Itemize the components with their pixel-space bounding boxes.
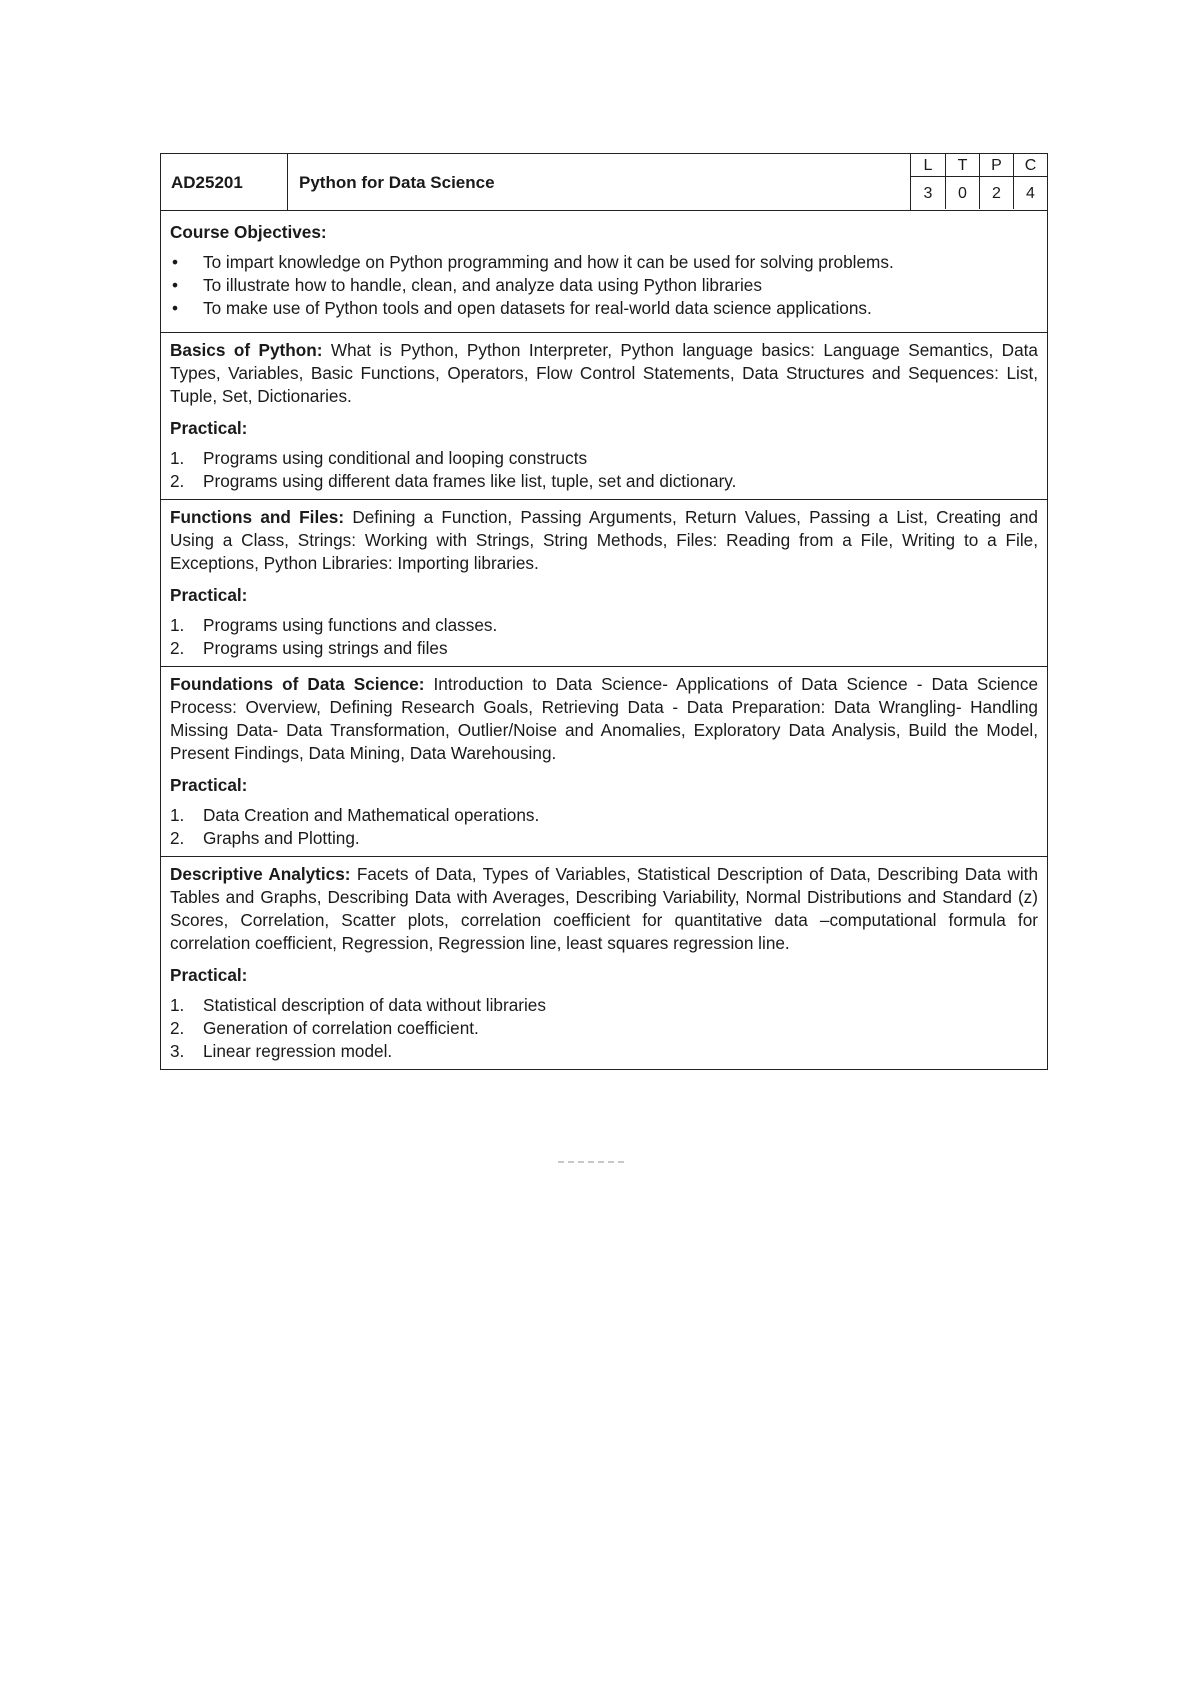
ltpc-value-t: 0 — [945, 177, 979, 209]
list-item — [170, 297, 1038, 320]
list-item — [170, 274, 1038, 297]
unit-section — [161, 333, 1047, 500]
practical-heading: Practical: — [170, 775, 248, 795]
course-code: AD25201 — [161, 154, 288, 210]
practical-text: Data Creation and Mathematical operations. — [203, 805, 540, 825]
list-number: 1. — [170, 805, 185, 825]
page-footer-mark — [558, 1161, 628, 1163]
list-item — [170, 994, 1038, 1017]
list-item — [170, 447, 1038, 470]
practical-text: Statistical description of data without libraries — [203, 995, 546, 1015]
list-number: 1. — [170, 448, 185, 468]
practical-text: Graphs and Plotting. — [203, 828, 360, 848]
ltpc-grid — [910, 154, 1047, 210]
unit-section — [161, 500, 1047, 667]
practical-heading: Practical: — [170, 418, 248, 438]
unit-body: What is Python, Python Interpreter, Python language basics: Language Semantics, Data Types, Variables, Basic Functions, Operators, Flow Control Statements, Data Structures and Sequences: List, Tuple, Set, Dictionaries. — [170, 340, 1038, 406]
unit-title: Foundations of Data Science: — [170, 674, 425, 694]
course-header — [161, 154, 1047, 211]
practical-list — [170, 447, 1038, 493]
objectives-section — [161, 211, 1047, 333]
ltpc-value-c: 4 — [1013, 177, 1047, 209]
unit-section — [161, 667, 1047, 857]
practical-heading: Practical: — [170, 585, 248, 605]
practical-text: Programs using functions and classes. — [203, 615, 498, 635]
objective-text: To illustrate how to handle, clean, and analyze data using Python libraries — [203, 275, 762, 295]
practical-list — [170, 994, 1038, 1063]
list-item — [170, 637, 1038, 660]
list-number: 2. — [170, 1018, 185, 1038]
list-item — [170, 470, 1038, 493]
list-item — [170, 614, 1038, 637]
unit-section — [161, 857, 1047, 1069]
ltpc-header-c: C — [1013, 154, 1047, 177]
unit-title: Descriptive Analytics: — [170, 864, 351, 884]
bullet-icon: • — [172, 252, 179, 272]
unit-body: Introduction to Data Science- Applications of Data Science - Data Science Process: Overview, Defining Research Goals, Retrieving Data - Data Preparation: Data Wrangling- Handling Missing Data- Data Transformation, Outlier/Noise and Anomalies, Exploratory Data Analysis, Build the Model, Present Findings, Data Mining, Data Warehousing. — [170, 674, 1038, 763]
unit-description — [170, 673, 1038, 765]
list-item — [170, 827, 1038, 850]
list-item — [170, 251, 1038, 274]
list-number: 2. — [170, 471, 185, 491]
unit-body: Defining a Function, Passing Arguments, Return Values, Passing a List, Creating and Using a Class, Strings: Working with Strings, String Methods, Files: Reading from a File, Writing to a File, Exceptions, Python Libraries: Importing libraries. — [170, 507, 1038, 573]
list-item — [170, 1017, 1038, 1040]
unit-description — [170, 863, 1038, 955]
objectives-heading: Course Objectives: — [170, 222, 327, 242]
unit-title: Functions and Files: — [170, 507, 345, 527]
list-number: 2. — [170, 828, 185, 848]
list-number: 2. — [170, 638, 185, 658]
practical-text: Programs using strings and files — [203, 638, 448, 658]
ltpc-value-l: 3 — [923, 184, 933, 202]
unit-body: Facets of Data, Types of Variables, Statistical Description of Data, Describing Data with Tables and Graphs, Describing Data with Averages, Describing Variability, Normal Distributions and Standard (z) Scores, Correlation, Scatter plots, correlation coefficient for quantitative data –computational formula for correlation coefficient, Regression, Regression line, least squares regression line. — [170, 864, 1039, 953]
practical-heading: Practical: — [170, 965, 248, 985]
list-item — [170, 804, 1038, 827]
objectives-list — [170, 251, 1038, 320]
unit-description — [170, 339, 1038, 408]
list-number: 1. — [170, 615, 185, 635]
bullet-icon: • — [172, 298, 179, 318]
practical-text: Linear regression model. — [203, 1041, 393, 1061]
unit-description — [170, 506, 1038, 575]
ltpc-header-l: L — [911, 154, 945, 177]
list-item — [170, 1040, 1038, 1063]
list-number: 1. — [170, 995, 185, 1015]
objective-text: To make use of Python tools and open datasets for real-world data science applications. — [203, 298, 872, 318]
bullet-icon: • — [172, 275, 179, 295]
objective-text: To impart knowledge on Python programming and how it can be used for solving problems. — [203, 252, 894, 272]
ltpc-value-p: 2 — [979, 177, 1013, 209]
syllabus-table — [160, 153, 1048, 1070]
ltpc-header-p: P — [979, 154, 1013, 177]
practical-text: Programs using different data frames like list, tuple, set and dictionary. — [203, 471, 737, 491]
practical-list — [170, 614, 1038, 660]
practical-text: Programs using conditional and looping constructs — [203, 448, 588, 468]
unit-title: Basics of Python: — [170, 340, 323, 360]
ltpc-header-t: T — [945, 154, 979, 177]
practical-text: Generation of correlation coefficient. — [203, 1018, 479, 1038]
list-number: 3. — [170, 1041, 185, 1061]
course-title: Python for Data Science — [299, 172, 495, 192]
practical-list — [170, 804, 1038, 850]
